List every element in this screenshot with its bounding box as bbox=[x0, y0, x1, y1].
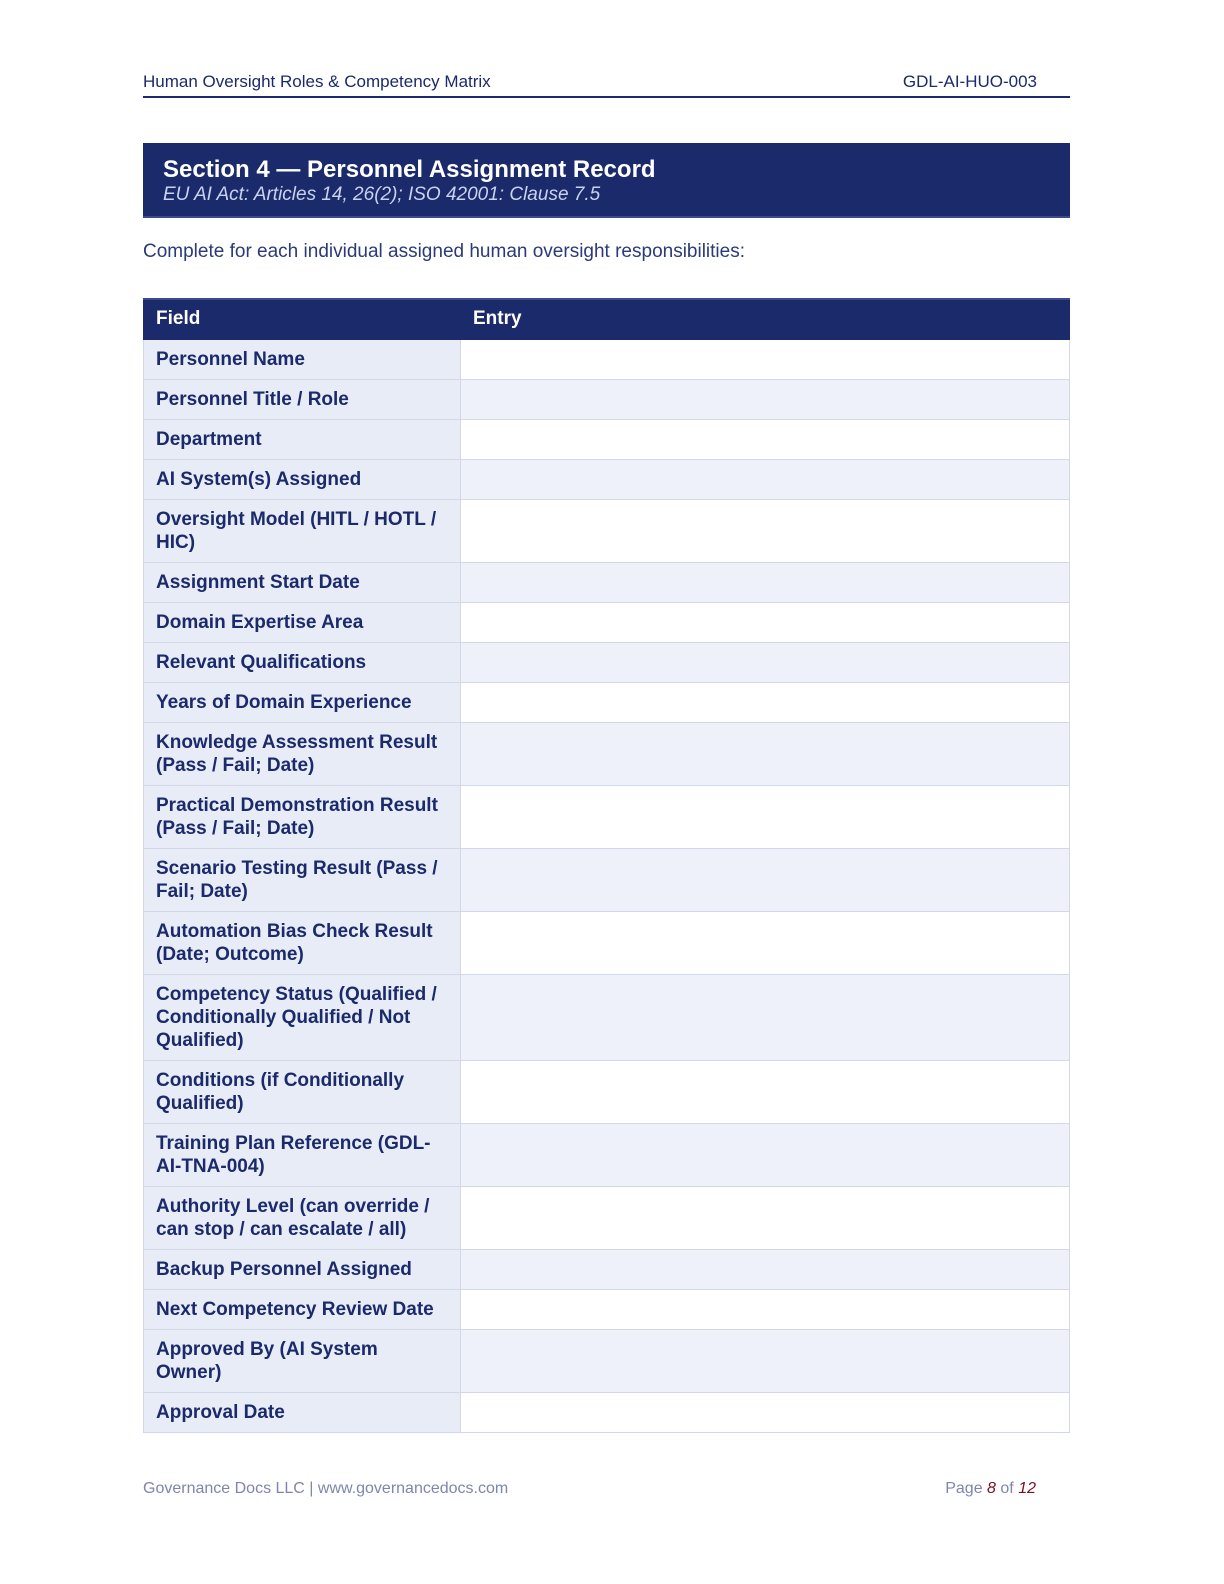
page-label: Page bbox=[945, 1480, 983, 1497]
table-row bbox=[144, 682, 1070, 722]
field-label: AI System(s) Assigned bbox=[144, 459, 461, 499]
section-title: Section 4 — Personnel Assignment Record bbox=[163, 156, 656, 183]
page-footer bbox=[143, 1480, 1036, 1498]
field-label: Personnel Name bbox=[144, 339, 461, 379]
table-row bbox=[144, 642, 1070, 682]
table-row bbox=[144, 379, 1070, 419]
table-row bbox=[144, 785, 1070, 848]
table-row bbox=[144, 1249, 1070, 1289]
table-row bbox=[144, 1060, 1070, 1123]
section-subtitle: EU AI Act: Articles 14, 26(2); ISO 42001: Clause 7.5 bbox=[163, 184, 601, 205]
table-row bbox=[144, 848, 1070, 911]
table-header-row bbox=[144, 299, 1070, 339]
page-total: 12 bbox=[1018, 1480, 1036, 1497]
footer-company: Governance Docs LLC | www.governancedocs.com bbox=[143, 1480, 509, 1497]
field-label: Conditions (if Conditionally Qualified) bbox=[144, 1060, 461, 1123]
column-header-entry: Entry bbox=[461, 299, 1070, 339]
entry-cell[interactable] bbox=[461, 1289, 1070, 1329]
page-of: of bbox=[1000, 1480, 1014, 1497]
entry-cell[interactable] bbox=[461, 974, 1070, 1060]
field-label: Relevant Qualifications bbox=[144, 642, 461, 682]
entry-cell[interactable] bbox=[461, 1249, 1070, 1289]
entry-cell[interactable] bbox=[461, 848, 1070, 911]
table-row bbox=[144, 722, 1070, 785]
table-row bbox=[144, 911, 1070, 974]
document-title: Human Oversight Roles & Competency Matrix bbox=[143, 72, 491, 91]
field-label: Assignment Start Date bbox=[144, 562, 461, 602]
table-row bbox=[144, 974, 1070, 1060]
entry-cell[interactable] bbox=[461, 459, 1070, 499]
entry-cell[interactable] bbox=[461, 911, 1070, 974]
table-row bbox=[144, 459, 1070, 499]
document-id: GDL-AI-HUO-003 bbox=[902, 72, 1037, 91]
table-row bbox=[144, 419, 1070, 459]
field-label: Oversight Model (HITL / HOTL / HIC) bbox=[144, 499, 461, 562]
field-label: Practical Demonstration Result (Pass / Fail; Date) bbox=[144, 785, 461, 848]
entry-cell[interactable] bbox=[461, 1060, 1070, 1123]
entry-cell[interactable] bbox=[461, 722, 1070, 785]
field-label: Personnel Title / Role bbox=[144, 379, 461, 419]
entry-cell[interactable] bbox=[461, 602, 1070, 642]
entry-cell[interactable] bbox=[461, 499, 1070, 562]
table-row bbox=[144, 1123, 1070, 1186]
entry-cell[interactable] bbox=[461, 1392, 1070, 1432]
field-label: Department bbox=[144, 419, 461, 459]
field-label: Scenario Testing Result (Pass / Fail; Date) bbox=[144, 848, 461, 911]
personnel-assignment-table bbox=[143, 298, 1070, 1433]
entry-cell[interactable] bbox=[461, 642, 1070, 682]
entry-cell[interactable] bbox=[461, 785, 1070, 848]
field-label: Authority Level (can override / can stop / can escalate / all) bbox=[144, 1186, 461, 1249]
table-row bbox=[144, 339, 1070, 379]
field-label: Approved By (AI System Owner) bbox=[144, 1329, 461, 1392]
section-banner bbox=[143, 143, 1070, 218]
field-label: Knowledge Assessment Result (Pass / Fail; Date) bbox=[144, 722, 461, 785]
intro-text: Complete for each individual assigned human oversight responsibilities: bbox=[143, 241, 745, 262]
field-label: Automation Bias Check Result (Date; Outcome) bbox=[144, 911, 461, 974]
entry-cell[interactable] bbox=[461, 1123, 1070, 1186]
table-row bbox=[144, 562, 1070, 602]
table-row bbox=[144, 1186, 1070, 1249]
field-label: Backup Personnel Assigned bbox=[144, 1249, 461, 1289]
entry-cell[interactable] bbox=[461, 562, 1070, 602]
entry-cell[interactable] bbox=[461, 419, 1070, 459]
field-label: Approval Date bbox=[144, 1392, 461, 1432]
entry-cell[interactable] bbox=[461, 1186, 1070, 1249]
table-row bbox=[144, 1392, 1070, 1432]
table-row bbox=[144, 499, 1070, 562]
field-label: Competency Status (Qualified / Conditionally Qualified / Not Qualified) bbox=[144, 974, 461, 1060]
field-label: Years of Domain Experience bbox=[144, 682, 461, 722]
field-label: Next Competency Review Date bbox=[144, 1289, 461, 1329]
table-row bbox=[144, 1289, 1070, 1329]
table-row bbox=[144, 602, 1070, 642]
page-number bbox=[945, 1480, 1036, 1498]
entry-cell[interactable] bbox=[461, 682, 1070, 722]
table-row bbox=[144, 1329, 1070, 1392]
field-label: Training Plan Reference (GDL-AI-TNA-004) bbox=[144, 1123, 461, 1186]
entry-cell[interactable] bbox=[461, 379, 1070, 419]
field-label: Domain Expertise Area bbox=[144, 602, 461, 642]
page-header bbox=[143, 68, 1070, 98]
page-current: 8 bbox=[987, 1480, 996, 1497]
entry-cell[interactable] bbox=[461, 339, 1070, 379]
column-header-field: Field bbox=[144, 299, 461, 339]
entry-cell[interactable] bbox=[461, 1329, 1070, 1392]
